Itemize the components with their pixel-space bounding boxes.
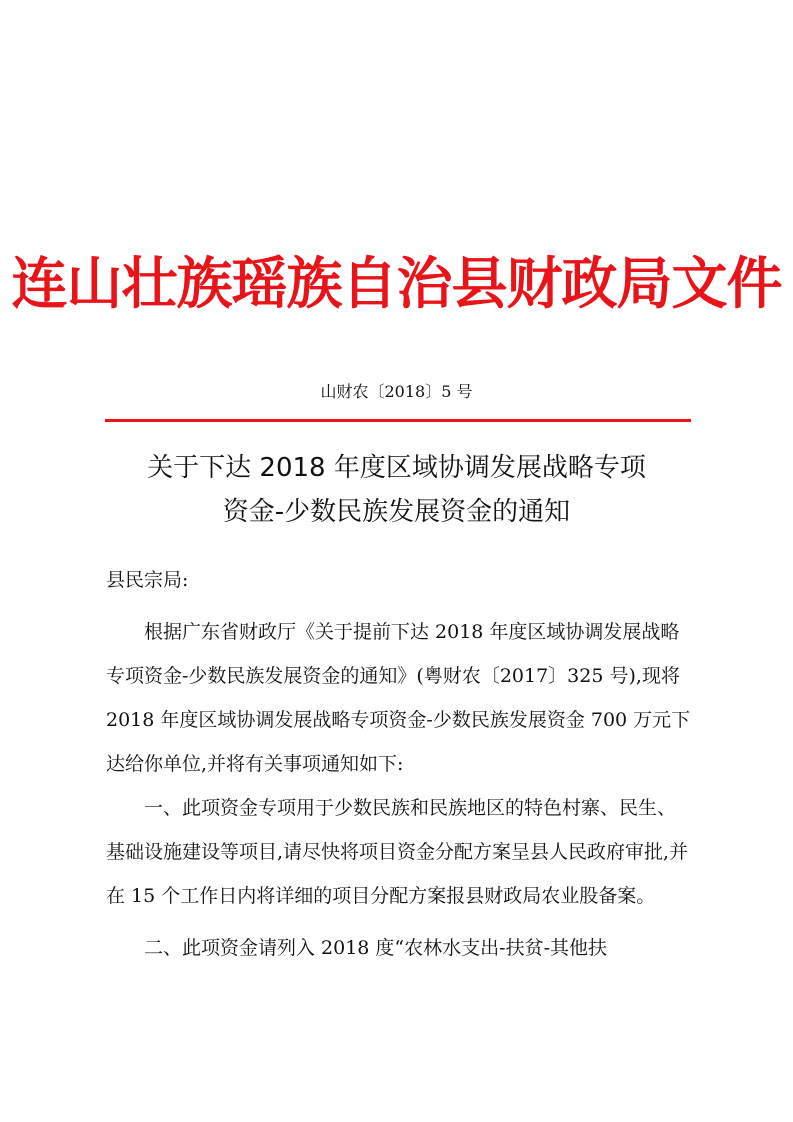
document-number: 山财农〔2018〕5 号: [320, 382, 473, 401]
masthead-title: 连山壮族瑶族自治县财政局文件: [11, 252, 782, 317]
paragraph-item-2: 二、此项资金请列入 2018 度“农林水支出-扶贫-其他扶: [144, 937, 607, 959]
notice-title-line-1: 关于下达 2018 年度区域协调发展战略专项: [147, 453, 646, 483]
salutation: 县民宗局:: [106, 569, 189, 591]
red-divider-line: [105, 419, 691, 422]
paragraph-intro: 根据广东省财政厅《关于提前下达 2018 年度区域协调发展战略专项资金-少数民族发展资金的通知》(粤财农〔2017〕325 号),现将 2018 年度区域协调发展战略专项资金-少数民族发展资金 700 万元下达给你单位,并将有关事项通知如下:: [106, 621, 691, 775]
paragraph-item-1: 一、此项资金专项用于少数民族和民族地区的特色村寨、民生、基础设施建设等项目,请尽快将项目资金分配方案呈县人民政府审批,并在 15 个工作日内将详细的项目分配方案报县财政局农业股备案。: [106, 797, 689, 907]
notice-title-line-2: 资金-少数民族发展资金的通知: [222, 497, 571, 527]
notice-title: [60, 446, 733, 534]
notice-body: [106, 558, 692, 970]
